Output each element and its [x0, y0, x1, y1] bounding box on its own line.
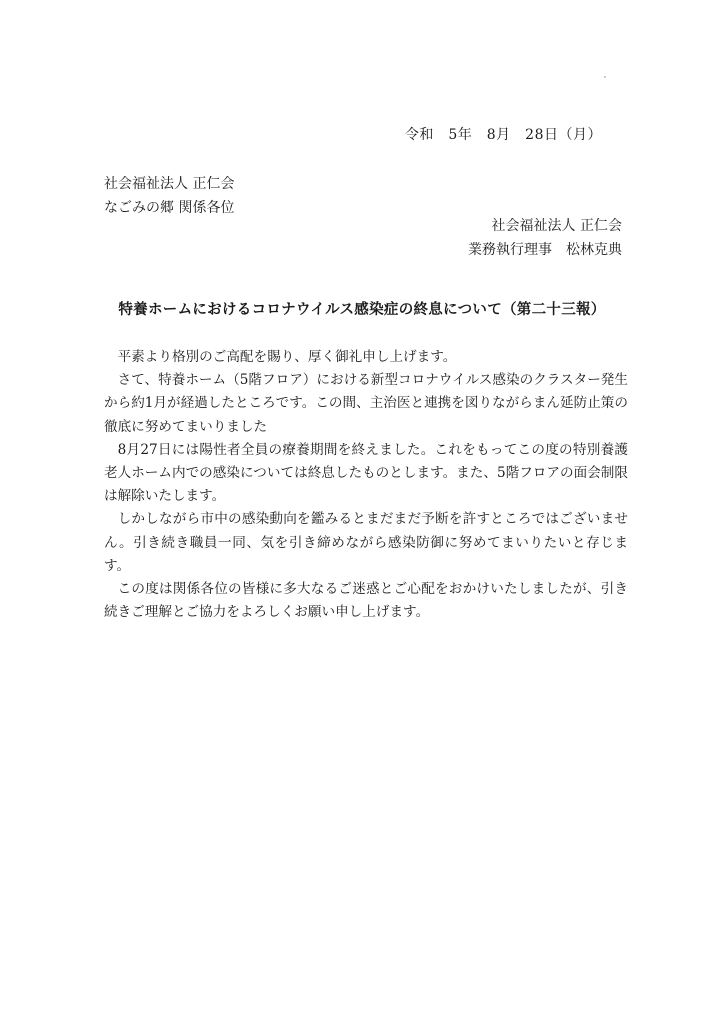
document-body	[104, 346, 628, 624]
recipient-addressees: なごみの郷 関係各位	[104, 200, 235, 216]
recipient-organization: 社会福祉法人 正仁会	[104, 176, 235, 192]
sender-name: 業務執行理事 松林克典	[468, 242, 622, 258]
body-paragraph: さて、特養ホーム（5階フロア）における新型コロナウイルス感染のクラスター発生から約1月が経過したところです。この間、主治医と連携を図りながらまん延防止策の徹底に努めてまいりました	[104, 372, 628, 435]
document-date: 令和 5年 8月 28日（月）	[404, 127, 602, 143]
sender-block	[468, 214, 622, 262]
body-paragraph: しかしながら市中の感染動向を鑑みるとまだまだ予断を許すところではございません。引き続き職員一同、気を引き締めながら感染防御に努めてまいりたいと存じます。	[104, 511, 628, 574]
sender-organization: 社会福祉法人 正仁会	[491, 218, 622, 234]
body-paragraph: 8月27日には陽性者全員の療養期間を終えました。これをもってこの度の特別養護老人ホーム内での感染については終息したものとします。また、5階フロアの面会制限は解除いたします。	[104, 441, 628, 505]
recipient-block	[104, 172, 234, 220]
scan-speck	[604, 76, 606, 78]
document-title: 特養ホームにおけるコロナウイルス感染症の終息について（第二十三報）	[118, 301, 606, 318]
body-paragraph: この度は関係各位の皆様に多大なるご迷惑とご心配をおかけいたしましたが、引き続きご理解とご協力をよろしくお願い申し上げます。	[104, 581, 628, 621]
body-paragraph: 平素より格別のご高配を賜り、厚く御礼申し上げます。	[117, 349, 457, 365]
